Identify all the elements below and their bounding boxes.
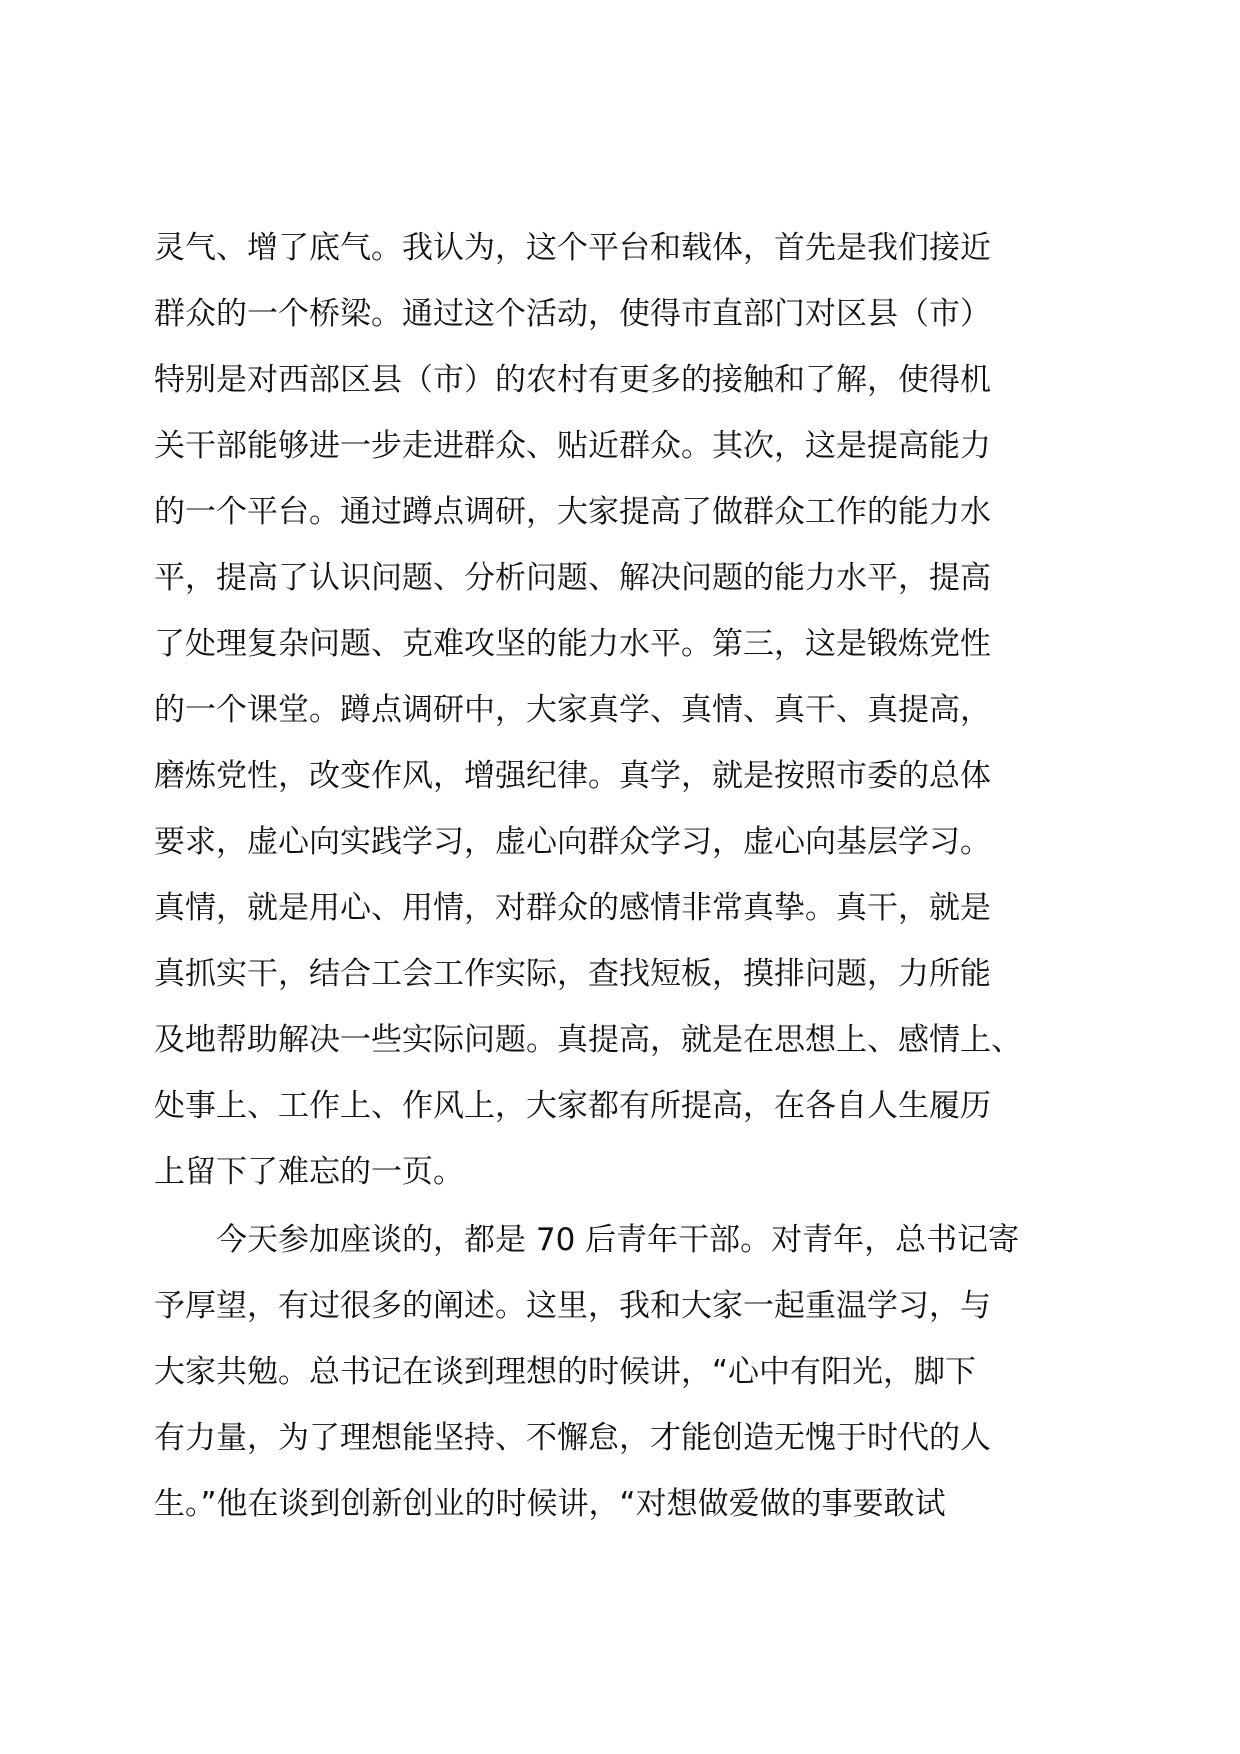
text-line: 特别是对西部区县（市）的农村有更多的接触和了解，使得机	[154, 362, 991, 398]
text-line: 真抓实干，结合工会工作实际，查找短板，摸排问题，力所能	[154, 956, 991, 992]
text-line: 真情，就是用心、用情，对群众的感情非常真挚。真干，就是	[154, 890, 991, 926]
text-line: 及地帮助解决一些实际问题。真提高，就是在思想上、感情上、	[154, 1022, 1022, 1058]
text-line: 群众的一个桥梁。通过这个活动，使得市直部门对区县（市）	[154, 296, 991, 332]
text-line: 的一个平台。通过蹲点调研，大家提高了做群众工作的能力水	[154, 494, 991, 530]
text-line: 要求，虚心向实践学习，虚心向群众学习，虚心向基层学习。	[154, 824, 991, 860]
text-line: 大家共勉。总书记在谈到理想的时候讲，“心中有阳光，脚下	[154, 1354, 977, 1390]
text-line: 上留下了难忘的一页。	[154, 1154, 464, 1190]
text-line: 磨炼党性，改变作风，增强纪律。真学，就是按照市委的总体	[154, 758, 991, 794]
text-line: 处事上、工作上、作风上，大家都有所提高，在各自人生履历	[154, 1088, 991, 1124]
text-line: 的一个课堂。蹲点调研中，大家真学、真情、真干、真提高，	[154, 692, 991, 728]
text-line: 关干部能够进一步走进群众、贴近群众。其次，这是提高能力	[154, 428, 991, 464]
text-line: 有力量，为了理想能坚持、不懈怠，才能创造无愧于时代的人	[154, 1420, 991, 1456]
text-line: 灵气、增了底气。我认为，这个平台和载体，首先是我们接近	[154, 230, 991, 266]
text-line: 生。”他在谈到创新创业的时候讲，“对想做爱做的事要敢试	[154, 1486, 946, 1522]
document-body	[154, 215, 1114, 1537]
paragraph-first-line: 今天参加座谈的，都是 70 后青年干部。对青年，总书记寄	[154, 1222, 1020, 1258]
text-line: 了处理复杂问题、克难攻坚的能力水平。第三，这是锻炼党性	[154, 626, 991, 662]
text-line: 平，提高了认识问题、分析问题、解决问题的能力水平，提高	[154, 560, 991, 596]
text-line: 予厚望，有过很多的阐述。这里，我和大家一起重温学习，与	[154, 1288, 991, 1324]
